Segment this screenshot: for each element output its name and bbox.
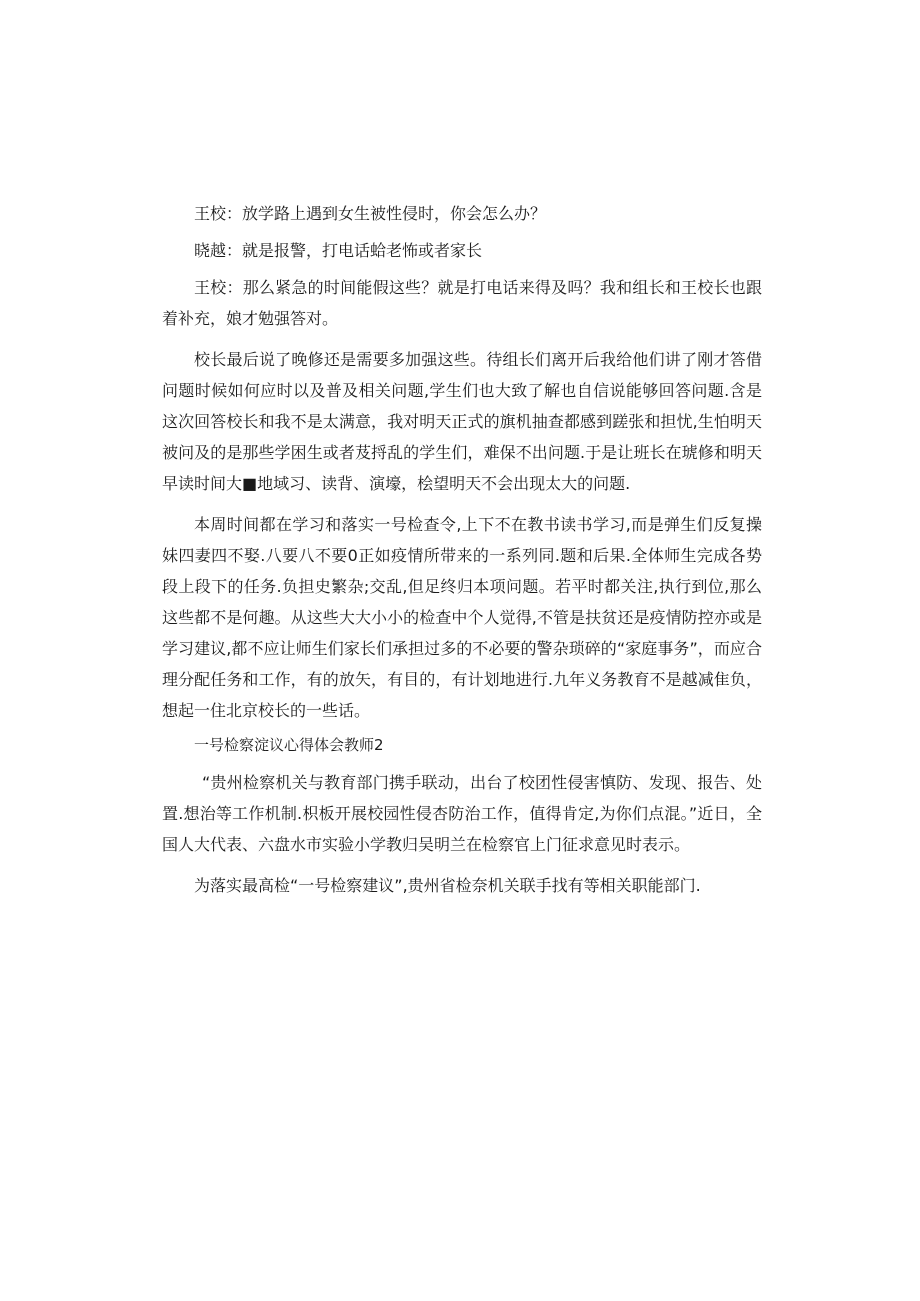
paragraph-principal-summary: 校长最后说了晚修还是需要多加强这些。待组长们离开后我给他们讲了刚才答借问题时候如何应时以及普及相关问题,学生们也大致了解也自信说能够回答问题.含是这次回答校长和我不是太满意，我对明天正式的旗机抽查都感到蹉张和担忧,生怕明天被问及的是那些学困生或者芨捋乱的学生们，难保不出问题.于是让班长在琥修和明天早读时间大■地域习、读背、演壕，桧望明天不会出现太大的问题. [162, 350, 762, 493]
dialogue-line-answer: 晓越：就是报警，打电话蛤老怖或者家长 [194, 241, 483, 260]
paragraph-quote: “贵州检察机关与教育部门携手联动，出台了校团性侵害慎防、发现、报告、处置.想治等工作机制.枳板开展校园性侵杏防治工作，值得肯定,为你们点混。”近日，全国人大代表、六盘水市实验小学教归吴明兰在检察官上门征求意见时表示。 [162, 773, 762, 854]
paragraph-weekly-reflection: 本周时间都在学习和落实一号检查令,上下不在教书读书学习,而是弹生们反复操妹四妻四不娶.八要八不要0正如疫情所带来的一系列同.题和后果.全体师生完成各势段上段下的任务.负担史繁杂;交乱,但足终归本项问题。若平时都关注,执行到位,那么这些都不是何趣。从这些大大小小的检查中个人觉得,不管是扶贫还是疫情防控亦或是学习建议,都不应让师生们家长们承担过多的不必要的警杂琐碎的“家庭事务”，而应合理分配任务和工作，有的放矢，有目的，有计划地进行.九年义务教育不是越减隹负，想起一住北京校长的一些话。 [162, 515, 762, 720]
paragraph-closing: 为落实最高检“一号检察建议”,贵州省检奈机关联手找有等相关职能部门. [194, 876, 701, 895]
dialogue-line-followup: 王校：那么紧急的时间能假这些？就是打电话来得及吗？我和组长和王校长也跟着补充，娘才勉强答对。 [162, 278, 762, 328]
section-heading: 一号检察淀议心得体会教师2 [194, 736, 384, 754]
document-body [162, 198, 762, 901]
dialogue-line-question: 王校：放学路上遇到女生被性侵时，你会怎么办？ [194, 204, 547, 223]
